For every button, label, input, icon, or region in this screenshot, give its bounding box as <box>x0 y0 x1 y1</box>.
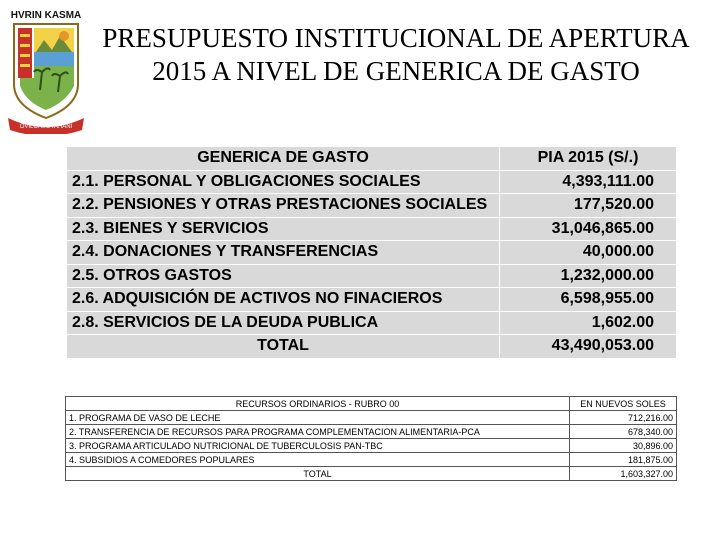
budget-table <box>66 146 677 359</box>
row-label: 2. TRANSFERENCIA DE RECURSOS PARA PROGRAMA COMPLEMENTACION ALIMENTARIA-PCA <box>66 425 570 439</box>
table-row <box>66 439 677 453</box>
total-label: TOTAL <box>67 335 500 359</box>
table-header-row <box>66 397 677 411</box>
table-row <box>66 453 677 467</box>
logo-top-text: HVRIN KASMA <box>10 10 82 21</box>
table-row <box>67 264 677 288</box>
row-value: 40,000.00 <box>500 241 677 265</box>
row-value: 678,340.00 <box>570 425 677 439</box>
table-row <box>67 288 677 312</box>
column-header-generica: GENERICA DE GASTO <box>67 147 500 171</box>
total-value: 1,603,327.00 <box>570 467 677 481</box>
column-header-soles: EN NUEVOS SOLES <box>570 397 677 411</box>
page-title: PRESUPUESTO INSTITUCIONAL DE APERTURA 2015 A NIVEL DE GENERICA DE GASTO <box>102 23 690 86</box>
row-label: 2.6. ADQUISICIÓN DE ACTIVOS NO FINACIEROS <box>67 288 500 312</box>
social-programs-table <box>65 396 677 481</box>
row-label: 2.5. OTROS GASTOS <box>67 264 500 288</box>
table-total-row <box>66 467 677 481</box>
table-row <box>67 194 677 218</box>
row-label: 2.3. BIENES Y SERVICIOS <box>67 217 500 241</box>
row-value: 1,232,000.00 <box>500 264 677 288</box>
row-value: 181,875.00 <box>570 453 677 467</box>
row-label: 2.8. SERVICIOS DE LA DEUDA PUBLICA <box>67 311 500 335</box>
row-value: 4,393,111.00 <box>500 170 677 194</box>
column-header-recursos: RECURSOS ORDINARIOS - RUBRO 00 <box>66 397 570 411</box>
table-header-row <box>67 147 677 171</box>
table-row <box>67 311 677 335</box>
row-value: 6,598,955.00 <box>500 288 677 312</box>
total-value: 43,490,053.00 <box>500 335 677 359</box>
row-value: 31,046,865.00 <box>500 217 677 241</box>
municipal-logo <box>6 6 86 134</box>
row-value: 712,216.00 <box>570 411 677 425</box>
row-label: 2.1. PERSONAL Y OBLIGACIONES SOCIALES <box>67 170 500 194</box>
table-row <box>66 425 677 439</box>
row-label: 2.2. PENSIONES Y OTRAS PRESTACIONES SOCIALES <box>67 194 500 218</box>
row-value: 30,896.00 <box>570 439 677 453</box>
table-row <box>67 241 677 265</box>
table-total-row <box>67 335 677 359</box>
table-row <box>67 170 677 194</box>
table-row <box>67 217 677 241</box>
row-value: 177,520.00 <box>500 194 677 218</box>
row-label: 4. SUBSIDIOS A COMEDORES POPULARES <box>66 453 570 467</box>
column-header-pia: PIA 2015 (S/.) <box>500 147 677 171</box>
logo-ribbon-text: OVILCASOYAHANI <box>19 124 73 130</box>
row-label: 1. PROGRAMA DE VASO DE LECHE <box>66 411 570 425</box>
row-value: 1,602.00 <box>500 311 677 335</box>
row-label: 3. PROGRAMA ARTICULADO NUTRICIONAL DE TUBERCULOSIS PAN-TBC <box>66 439 570 453</box>
coat-of-arms-icon <box>6 6 86 134</box>
total-label: TOTAL <box>66 467 570 481</box>
table-row <box>66 411 677 425</box>
row-label: 2.4. DONACIONES Y TRANSFERENCIAS <box>67 241 500 265</box>
